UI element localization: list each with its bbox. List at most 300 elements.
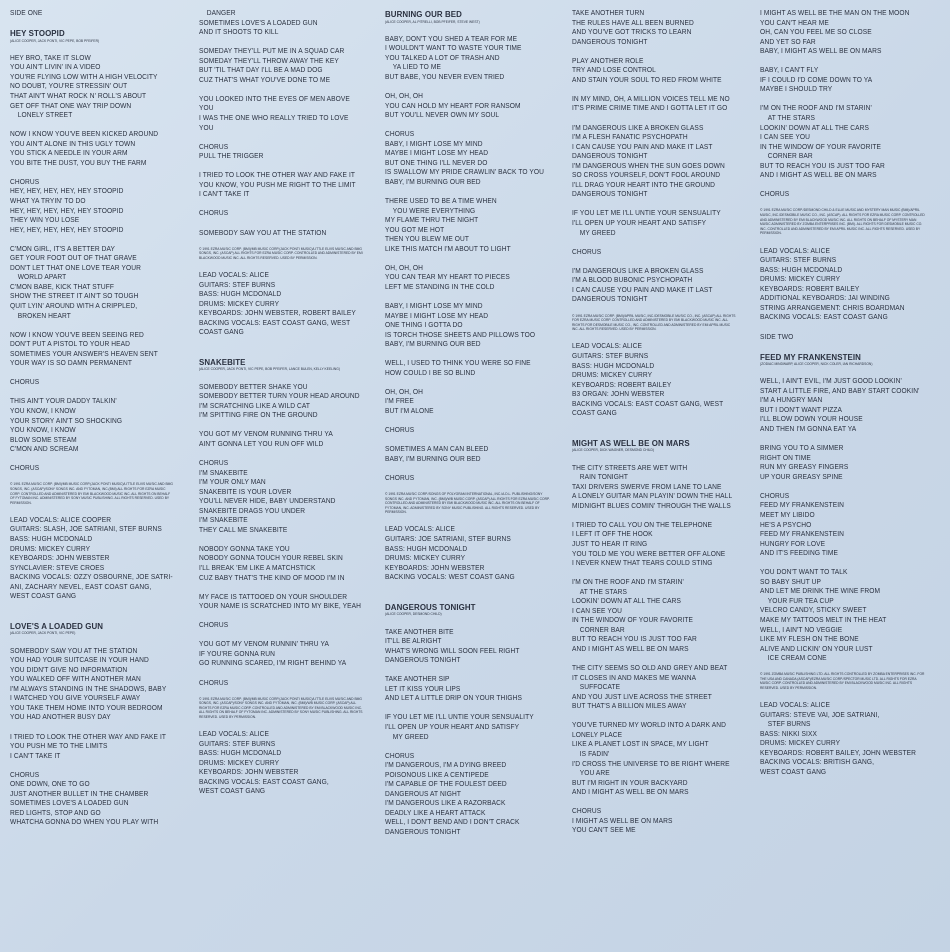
lyric-line: YOU'LL NEVER HIDE, BABY UNDERSTAND (199, 496, 336, 506)
lyric-line (572, 256, 738, 266)
lyric-line: C'MON GIRL, IT'S A BETTER DAY (10, 243, 116, 253)
lyric-line: YOU HAD ANOTHER BUSY DAY (10, 712, 111, 722)
lyric-line: I CAN'T TAKE IT (10, 750, 61, 760)
lyric-line: BASS: HUGH MCDONALD (10, 534, 93, 543)
lyric-line: THE RULES HAVE ALL BEEN BURNED (572, 17, 694, 27)
lyric-line: BUT TO REACH YOU IS JUST TOO FAR (572, 634, 697, 644)
lyric-line: I'M FREE (385, 396, 414, 406)
lyric-line (199, 37, 365, 47)
lyric-line: THEY CALL ME SNAKEBITE (199, 524, 288, 534)
lyric-line: I MIGHT AS WELL BE ON MARS (572, 815, 673, 825)
lyric-line: I'M DANGEROUS WHEN THE SUN GOES DOWN (572, 160, 725, 170)
lyric-line: AND LET A LITTLE DRIP ON YOUR THIGHS (385, 693, 522, 703)
lyric-line: WHATCHA GONNA DO WHEN YOU PLAY WITH (10, 817, 159, 827)
lyric-line (760, 341, 926, 351)
lyric-line: BABY, I'M BURNING OUR BED (385, 453, 481, 463)
lyric-line (760, 236, 926, 246)
credit-text: © 1991 EZRA MUSIC CORP./DESMOND CHILD & ELLIE MUSIC AND MYSTERY MAN MUSIC (BMI)/APRIL MUSIC, INC./DESMOBILE MUSIC CO., INC. (ASCAP). ALL RIGHTS FOR EZRA MUSIC CORP. CONTROLLED AND ADMINISTERED BY EMI BLACKWOOD MUSIC INC. ALL RIGHTS ON BEHALF OF MYSTERY MAN MUSIC ADMINISTERED BY ZOMBA ENTERPRISES INC. (BMI). ALL RIGHTS FOR DESMOBILE MUSIC CO. INC. CONTROLLED AND ADMINISTERED BY EMI APRIL MUSIC INC. ALL RIGHTS RESERVED. USED BY PERMISSION. (760, 208, 926, 236)
lyric-line: BABY, I'M BURNING OUR BED (385, 339, 481, 349)
lyric-line: GUITARS: STEF BURNS (760, 255, 837, 265)
lyric-line (760, 663, 926, 673)
lyric-line (199, 237, 365, 247)
lyric-line (760, 180, 926, 190)
lyric-line: ONE THING I GOTTA DO (385, 320, 463, 330)
chorus-label: CHORUS (199, 457, 229, 467)
lyric-line: AND THEN I'M GONNA EAT YA (760, 424, 857, 434)
lyric-line: CORNER BAR (760, 151, 813, 161)
lyric-line: KEYBOARDS: JOHN WEBSTER, ROBERT BAILEY (199, 308, 356, 318)
lyric-line: I'M SPITTING FIRE ON THE GROUND (199, 410, 318, 420)
lyric-line: SHOW THE STREET IT AIN'T SO TOUGH (10, 291, 139, 301)
lyric-line: LEAD VOCALS: ALICE (385, 524, 456, 534)
lyric-line: HEY, HEY, HEY, HEY, HEY STOOPID (10, 224, 124, 234)
side-label: SIDE ONE (10, 8, 43, 17)
lyric-line: LIKE THIS MATCH I'M ABOUT TO LIGHT (385, 243, 511, 253)
lyric-line (385, 291, 551, 301)
lyric-line: I'LL BREAK 'EM LIKE A MATCHSTICK (199, 563, 316, 572)
lyric-line: GO RUNNING SCARED, I'M RIGHT BEHIND YA (199, 658, 347, 668)
lyric-line: KEYBOARDS: ROBERT BAILEY (572, 379, 672, 389)
lyric-line: DANGER (199, 8, 236, 17)
lyric-line: AND YET SO FAR (760, 36, 816, 46)
lyric-line: WELL, I AIN'T NO VEGGIE (760, 624, 843, 634)
lyric-line: IS TORCH THOSE SHEETS AND PILLOWS TOO (385, 329, 536, 339)
lyric-line: BUT THAT'S A BILLION MILES AWAY (572, 701, 687, 711)
lyric-line: I'M YOUR ONLY MAN (199, 477, 266, 487)
lyric-line: BASS: HUGH MCDONALD (199, 748, 282, 758)
lyric-line (10, 387, 176, 397)
lyric-line: I'M A HUNGRY MAN (760, 395, 823, 405)
lyric-line: MAYBE I MIGHT LOSE MY HEAD (385, 148, 489, 158)
lyric-line: NO DOUBT, YOU'RE STRESSIN' OUT (10, 81, 128, 91)
lyric-line: MIDNIGHT BLUES COMIN' THROUGH THE WALLS (572, 500, 731, 510)
chorus-label: CHORUS (199, 208, 229, 218)
lyric-line: CUZ BABY THAT'S THE KIND OF MOOD I'M IN (199, 572, 345, 582)
chorus-label: CHORUS (10, 176, 40, 186)
lyric-line: BABY, I MIGHT LOSE MY MIND (385, 301, 483, 310)
lyric-line: YA LIED TO ME (385, 62, 441, 72)
lyric-line: YOUR WAY IS SO DAMN PERMANENT (10, 358, 132, 368)
side-label: SIDE TWO (760, 331, 794, 341)
lyric-line (10, 760, 176, 770)
lyric-line: DANGEROUS TONIGHT (572, 36, 648, 46)
lyric-line: YOU DIDN'T GIVE NO INFORMATION (10, 664, 128, 674)
lyric-line: AND YOU'VE GOT TRICKS TO LEARN (572, 27, 692, 37)
lyric-line: JUST ANOTHER BULLET IN THE CHAMBER (10, 788, 149, 798)
lyric-line: TAXI DRIVERS SWERVE FROM LANE TO LANE (572, 481, 722, 491)
lyric-line: I'M SCRATCHING LIKE A WILD CAT (199, 400, 311, 410)
lyric-line: AIN'T GONNA LET YOU RUN OFF WILD (199, 438, 324, 448)
lyric-line: GET YOUR FOOT OUT OF THAT GRAVE (10, 253, 137, 263)
lyric-line (385, 582, 551, 592)
credit-text: (ALICE COOPER, JACK PONTI, VIC PEPE) (10, 631, 76, 636)
lyric-line (199, 687, 365, 697)
song-title: BURNING OUR BED (385, 9, 462, 19)
lyric-line: IF YOU LET ME I'LL UNTIE YOUR SENSUALITY (385, 712, 534, 722)
lyric-line: STEF BURNS (760, 719, 811, 729)
credit-text: (ALICE COOPER, AL PITRELLI, BOB PFEIFER, STEVE WEST) (385, 19, 480, 24)
credit-text: (ALICE COOPER, JACK PONTI, VIC PEPE, BOB PFEIFER, LANCE BULEN, KELLY KEELING) (199, 367, 340, 372)
lyric-line: GUITARS: SLASH, JOE SATRIANI, STEF BURNS (10, 524, 162, 534)
lyric-line: C'MON BABE, KICK THAT STUFF (10, 281, 115, 291)
credit-text: © 1991 ZOMBA MUSIC PUBLISHING LTD. ALL RIGHTS CONTROLLED BY ZOMBA ENTERPRISES INC. FOR THE USA AND CANADA (ASCAP)/EZRA MUSIC CORP./SPECTOR MUSIC LTD. ALL RIGHTS FOR EZRA MUSIC CORP. CONTROLLED AND ADMINISTERED BY EMI BLACKWOOD MUSIC INC. ALL RIGHTS RESERVED. USED BY PERMISSION. (760, 672, 926, 691)
lyric-line: I'D CROSS THE UNIVERSE TO BE RIGHT WHERE (572, 758, 730, 768)
chorus-label: CHORUS (199, 141, 229, 151)
lyric-line: AND STAIN YOUR SOUL TO RED FROM WHITE (572, 74, 722, 84)
lyric-line: I'M CAPABLE OF THE FOULEST DEED (385, 779, 507, 789)
lyric-line: YOU KNOW, I KNOW (10, 425, 76, 435)
lyric-line: I'M ON THE ROOF AND I'M STARIN' (760, 103, 872, 113)
lyric-line: I'M ON THE ROOF AND I'M STARIN' (572, 577, 684, 587)
chorus-label: CHORUS (385, 750, 415, 760)
lyric-line: YOU KNOW, YOU PUSH ME RIGHT TO THE LIMIT (199, 179, 356, 189)
lyric-line (199, 630, 365, 640)
lyric-line: BUT I'M RIGHT IN YOUR BACKYARD (572, 777, 688, 787)
lyric-line: YOU CAN'T HEAR ME (760, 17, 829, 27)
credit-text: © 1991 EZRA MUSIC CORP. (BMI)/MB MUSIC CORP.(JACK PONTI MUSIC)/LITTLE ELVIS MUSIC AND BMG SONGS, INC. (ASCAP) ALL RIGHTS FOR EZRA MUSIC CORP. CONTROLLED AND ADMINISTERED BY EMI BLACKWOOD MUSIC INC. ALL RIGHTS RESERVED. USED BY PERMISSION. (199, 246, 364, 260)
lyric-line (199, 668, 365, 678)
lyric-line (10, 120, 176, 130)
lyric-line: SOMEBODY BETTER SHAKE YOU (199, 381, 308, 391)
lyric-line: I'LL OPEN UP YOUR HEART AND SATISFY (572, 218, 707, 228)
lyric-line: LEAD VOCALS: ALICE (760, 700, 831, 710)
lyric-line: STRING ARRANGEMENT: CHRIS BOARDMAN (760, 302, 905, 312)
lyric-line: HEY, HEY, HEY, HEY, HEY STOOPID (10, 205, 124, 215)
lyric-line: I'LL BLOW DOWN YOUR HOUSE (760, 414, 863, 424)
lyric-line: THEY WIN YOU LOSE (10, 215, 80, 225)
lyric-line: YOU STICK A NEEDLE IN YOUR ARM (10, 148, 128, 158)
lyric-line: I MIGHT AS WELL BE THE MAN ON THE MOON (760, 8, 910, 17)
lyric-line: BABY, DON'T YOU SHED A TEAR FOR ME (385, 33, 518, 43)
lyric-line (760, 481, 926, 491)
credit-text: © 1991 EZRA MUSIC CORP. (BMI)/MB MUSIC CORP.(JACK PONTI MUSIC)/LITTLE ELVIS MUSIC AND BMG SONGS, INC. (ASCAP)/SONY SONGS INC. AND FYTOMAN, INC. (BMI)/WB MUSIC CORP. (ASCAP) ALL RIGHTS FOR EZRA MUSIC CORP. CONTROLLED AND ADMINISTERED BY EMI BLACKWOOD MUSIC INC. ALL RIGHTS ON BEHALF OF FYTOMAN INC. ADMINISTERED BY SONY MUSIC PUBLISHING. ALL RIGHTS RESERVED. USED BY PERMISSION. (199, 696, 364, 720)
lyric-line: COAST GANG (572, 408, 617, 418)
lyric-line: I'M DANGEROUS LIKE A BROKEN GLASS (572, 265, 704, 275)
lyric-line: BRING YOU TO A SIMMER (760, 443, 844, 453)
lyric-line: DANGEROUS TONIGHT (385, 827, 461, 836)
lyric-line: DRUMS: MICKEY CURRY (572, 370, 653, 380)
lyric-line (385, 591, 551, 601)
chorus-label: CHORUS (385, 472, 415, 482)
chorus-label: CHORUS (760, 490, 790, 500)
lyric-line (199, 420, 365, 430)
lyric-line: YOU HAD YOUR SUITCASE IN YOUR HAND (10, 655, 149, 665)
lyric-line: YOU CAN'T SEE ME (572, 825, 636, 835)
lyric-line (10, 505, 176, 515)
lyric-line: BACKING VOCALS: BRITISH GANG, (760, 757, 875, 767)
lyric-line (572, 113, 738, 123)
lyric-line (199, 84, 365, 94)
lyric-line: MEET MY LIBIDO (760, 509, 815, 519)
lyric-line: IT'S PRIME CRIME TIME AND I GOTTA LET IT GO (572, 103, 728, 113)
lyric-line: ICE CREAM CONE (760, 653, 827, 663)
chorus-label: CHORUS (572, 246, 602, 256)
lyric-line: I'M DANGEROUS LIKE A BROKEN GLASS (572, 122, 704, 132)
lyric-line (760, 367, 926, 377)
lyric-line: THE CITY STREETS ARE WET WITH (572, 462, 688, 472)
lyric-line: I'LL OPEN UP YOUR HEART AND SATISFY (385, 721, 520, 731)
lyric-line (385, 24, 551, 34)
lyric-line (385, 515, 551, 525)
lyric-line: NOW I KNOW YOU'VE BEEN SEEING RED (10, 329, 144, 339)
lyric-line: DANGEROUS AT NIGHT (385, 788, 462, 798)
lyric-line: ALIVE AND LICKIN' ON YOUR LUST (760, 643, 873, 653)
lyric-line (572, 568, 738, 578)
lyric-line: YOU GOT MY VENOM RUNNIN' THRU YA (199, 639, 329, 649)
lyric-line: I TRIED TO LOOK THE OTHER WAY AND FAKE IT (199, 170, 356, 180)
lyric-line: BUT 'TIL THAT DAY I'LL BE A MAD DOG (199, 65, 323, 75)
lyric-line: IF I COULD I'D COME DOWN TO YA (760, 74, 873, 84)
lyric-line: YOUR STORY AIN'T SO SHOCKING (10, 415, 123, 425)
lyric-line: THAT AIN'T WHAT ROCK N' ROLL'S ABOUT (10, 90, 147, 100)
lyric-line: IF YOU LET ME I'LL UNTIE YOUR SENSUALITY (572, 208, 721, 218)
credit-text: (ALICE COOPER, DESMOND CHILD) (385, 612, 442, 617)
lyric-line: IF YOU'RE GONNA RUN (199, 648, 276, 658)
lyric-line (572, 654, 738, 664)
lyric-line (385, 463, 551, 473)
lyric-line: YOU LOOKED INTO THE EYES OF MEN ABOVE YOU (199, 93, 352, 113)
lyric-line: YOU'RE FLYING LOW WITH A HIGH VELOCITY (10, 71, 158, 81)
lyric-line: YOU AIN'T ALONE IN THIS UGLY TOWN (10, 138, 136, 148)
lyric-line: RIGHT ON TIME (760, 452, 811, 462)
lyric-line: POISONOUS LIKE A CENTIPEDE (385, 769, 489, 779)
lyric-line (572, 797, 738, 807)
lyric-line: BACKING VOCALS: EAST COAST GANG, WEST (199, 317, 351, 327)
lyric-line (385, 617, 551, 627)
lyric-line (385, 81, 551, 91)
lyric-line: AND I MIGHT AS WELL BE ON MARS (572, 643, 689, 653)
credit-text: © 1991 EZRA MUSIC CORP. (BMI)/MB MUSIC CORP.(JACK PONTI MUSIC)/LITTLE ELVIS MUSIC AND BMG SONGS, INC. (ASCAP)/SONY SONGS INC. AND FYTOMAN, INC.(BMI) ALL RIGHTS FOR EZRA MUSIC CORP. CONTROLLED AND ADMINISTERED BY EMI BLACKWOOD MUSIC INC. ALL RIGHTS ON BEHALF OF FYTOMAN INC. ADMINISTERED BY SONY MUSIC PUBLISHING. ALL RIGHTS RESERVED. USED BY PERMISSION. (10, 482, 174, 505)
song-title: MIGHT AS WELL BE ON MARS (572, 437, 690, 448)
lyric-line: WELL, I DON'T BEND AND I DON'T CRACK (385, 817, 520, 827)
lyric-line: B3 ORGAN: JOHN WEBSTER (572, 389, 665, 399)
lyric-line: I'M A FLESH FANATIC PSYCHOPATH (572, 132, 688, 142)
lyric-line (199, 534, 365, 544)
lyric-line: SOMEBODY SAW YOU AT THE STATION (10, 645, 138, 655)
lyric-line: MAKE MY TATTOOS MELT IN THE HEAT (760, 614, 887, 624)
lyric-line (572, 199, 738, 209)
lyric-line: DANGEROUS TONIGHT (572, 189, 648, 199)
lyric-line (10, 167, 176, 177)
lyric-line (760, 322, 926, 332)
lyric-line: DRUMS: MICKEY CURRY (199, 298, 280, 308)
lyric-line: YOUR NAME IS SCRATCHED INTO MY BIKE, YEAH (199, 601, 362, 611)
lyric-line: KEYBOARDS: JOHN WEBSTER (10, 553, 110, 563)
lyric-line: OH, CAN YOU FEEL ME SO CLOSE (760, 27, 872, 37)
lyric-line: BACKING VOCALS: EAST COAST GANG, WEST (572, 398, 724, 408)
lyric-line: I CAN CAUSE YOU PAIN AND MAKE IT LAST (572, 284, 713, 294)
lyric-line (10, 454, 176, 464)
lyric-line: MY FACE IS TATTOOED ON YOUR SHOULDER (199, 591, 348, 601)
lyric-line: DEADLY LIKE A HEART ATTACK (385, 807, 486, 817)
chorus-label: CHORUS (10, 463, 40, 473)
lyric-line: MAYBE I SHOULD TRY (760, 84, 833, 94)
lyric-line: WHAT YA TRYIN' TO DO (10, 195, 86, 205)
lyric-line: YOUR FUR TEA CUP (760, 595, 834, 605)
lyric-line: DRUMS: MICKEY CURRY (760, 274, 841, 284)
lyric-line: LOOKIN' DOWN AT ALL THE CARS (760, 122, 870, 132)
lyric-line: HEY, HEY, HEY, HEY, HEY STOOPID (10, 186, 124, 196)
lyric-line: HE'S A PSYCHO (760, 519, 812, 529)
lyric-line: AND LET ME DRINK THE WINE FROM (760, 586, 881, 596)
lyric-line: BABY, I'M BURNING OUR BED (385, 176, 481, 186)
lyric-line (572, 711, 738, 721)
chorus-label: CHORUS (10, 769, 40, 779)
credit-text: © 1991 EZRA MUSIC CORP. (BMI)/APRIL MUSIC, INC./DESMOBILE MUSIC CO., INC. (ASCAP) ALL RIGHTS FOR EZRA MUSIC CORP. CONTROLLED AND ADMINISTERED BY EMI BLACKWOOD MUSIC INC. ALL RIGHTS FOR DESMOBILE MUSIC CO., INC. CONTROLLED AND ADMINISTERED BY EMI APRIL MUSIC INC. ALL RIGHTS RESERVED. USED BY PERMISSION. (572, 313, 737, 332)
chorus-label: CHORUS (385, 129, 415, 139)
lyric-line: I TRIED TO CALL YOU ON THE TELEPHONE (572, 519, 713, 529)
lyric-line: BACKING VOCALS: EAST COAST GANG, (199, 776, 329, 786)
lyric-line: LONELY STREET (10, 110, 73, 120)
lyric-line: FEED MY FRANKENSTEIN (760, 529, 845, 539)
lyric-line: BASS: HUGH MCDONALD (385, 543, 468, 553)
lyric-line (199, 132, 365, 142)
lyric-line (10, 234, 176, 244)
lyric-line (10, 320, 176, 330)
lyric-line: VELCRO CANDY, STICKY SWEET (760, 605, 867, 615)
lyric-line: YOU PUSH ME TO THE LIMITS (10, 741, 108, 751)
lyric-line: DRUMS: MICKEY CURRY (199, 757, 280, 767)
lyric-line (199, 218, 365, 228)
lyric-line: SOMETIMES LOVE'S A LOADED GUN (10, 798, 129, 808)
lyric-line: SYNCLAVIER: STEVE CROES (10, 562, 105, 572)
lyric-line: MAYBE I MIGHT LOSE MY HEAD (385, 310, 489, 320)
lyric-line (199, 372, 365, 382)
lyric-line: TAKE ANOTHER SIP (385, 674, 450, 684)
lyric-line: AND YOU JUST LIVE ACROSS THE STREET (572, 691, 712, 701)
lyric-line: BASS: HUGH MCDONALD (572, 360, 655, 370)
song-title: HEY STOOPID (10, 28, 65, 39)
lyric-line: SOMETIMES LOVE'S A LOADED GUN (199, 17, 318, 27)
lyric-line: C'MON AND SCREAM (10, 444, 79, 454)
lyric-line: YOU WALKED OFF WITH ANOTHER MAN (10, 674, 141, 684)
lyric-line: LET IT KISS YOUR LIPS (385, 683, 461, 693)
lyric-line: YOU DON'T WANT TO TALK (760, 567, 848, 577)
lyric-line (760, 56, 926, 66)
lyric-line (10, 43, 176, 53)
lyric-line: I TRIED TO LOOK THE OTHER WAY AND FAKE IT (10, 731, 167, 741)
lyric-line: IT CLOSES IN AND MAKES ME WANNA (572, 672, 697, 682)
lyric-line (10, 368, 176, 378)
lyric-line (760, 691, 926, 701)
lyric-line: FEED MY FRANKENSTEIN (760, 500, 845, 510)
lyric-line (199, 161, 365, 171)
lyric-line: WEST COAST GANG (199, 786, 266, 796)
lyric-line: LIKE A PLANET LOST IN SPACE, MY LIGHT (572, 739, 709, 749)
lyric-line: BACKING VOCALS: WEST COAST GANG (385, 572, 515, 582)
lyric-line: BLOW SOME STEAM (10, 434, 77, 444)
lyric-line: OH, OH, OH (385, 262, 424, 272)
lyric-line (385, 482, 551, 492)
lyric-line: NOBODY GONNA TAKE YOU (199, 543, 290, 553)
lyric-line: TAKE ANOTHER BITE (385, 626, 454, 636)
credit-text: (ALICE COOPER, DICK WAGNER, DESMOND CHILD) (572, 448, 654, 453)
lyric-line: YOU TALKED A LOT OF TRASH AND (385, 52, 500, 62)
lyric-line (760, 94, 926, 104)
lyric-line: BUT TO REACH YOU IS JUST TOO FAR (760, 160, 885, 170)
lyric-line: I'M ALWAYS STANDING IN THE SHADOWS, BABY (10, 683, 167, 693)
lyric-line: I'M DANGEROUS LIKE A RAZORBACK (385, 798, 506, 808)
lyric-line: KEYBOARDS: ROBERT BAILEY (760, 283, 860, 293)
lyric-line: SOMEDAY THEY'LL THROW AWAY THE KEY (199, 55, 339, 65)
lyric-line: BASS: HUGH MCDONALD (199, 289, 282, 299)
lyric-line (199, 582, 365, 592)
lyric-line: BUT ONE THING I'LL NEVER DO (385, 157, 488, 167)
lyric-line: PULL THE TRIGGER (199, 151, 264, 161)
lyric-line: ANI, ZACHARY NEVEL, EAST COAST GANG, (10, 581, 152, 591)
lyric-line: SNAKEBITE DRAGS YOU UNDER (199, 505, 306, 515)
lyric-line: SUFFOCATE (572, 682, 621, 692)
chorus-label: CHORUS (572, 806, 602, 816)
lyric-line: JUST TO HEAR IT RING (572, 538, 648, 548)
lyric-line: GUITARS: STEF BURNS (572, 350, 649, 360)
lyric-line (199, 611, 365, 621)
lyric-line: WEST COAST GANG (10, 591, 77, 601)
chorus-label: CHORUS (760, 189, 790, 199)
song-title: LOVE'S A LOADED GUN (10, 620, 104, 631)
lyric-line: PLAY ANOTHER ROLE (572, 55, 644, 65)
lyric-line: YOU WERE EVERYTHING (385, 205, 476, 215)
chorus-label: CHORUS (199, 677, 229, 687)
credit-text: (ZODIAC MINDWARP, ALICE COOPER, NICK COLER, IAN RICHARDSON) (760, 362, 873, 367)
lyric-line: BASS: HUGH MCDONALD (760, 264, 843, 274)
lyric-line: HOW COULD I BE SO BLIND (385, 367, 476, 377)
lyric-line (199, 346, 365, 356)
lyric-line: I'LL DRAG YOUR HEART INTO THE GROUND (572, 179, 715, 189)
lyric-line: YOU BITE THE DUST, YOU BUY THE FARM (10, 157, 147, 167)
lyric-line (760, 199, 926, 209)
lyric-line: DANGEROUS TONIGHT (572, 294, 648, 304)
lyric-line (10, 473, 176, 483)
lyric-line: DANGEROUS TONIGHT (572, 151, 648, 161)
lyric-line (760, 558, 926, 568)
lyric-line: BACKING VOCALS: EAST COAST GANG (760, 312, 888, 322)
lyric-line: YOU'VE TURNED MY WORLD INTO A DARK AND (572, 720, 726, 730)
lyric-line: YOU CAN HOLD MY HEART FOR RANSOM (385, 100, 521, 110)
lyric-line: MY GREED (572, 227, 616, 237)
lyric-line: IN THE WINDOW OF YOUR FAVORITE (572, 615, 694, 625)
lyric-line (385, 665, 551, 675)
lyric-line: AND I MIGHT AS WELL BE ON MARS (760, 170, 877, 180)
lyric-line: I WATCHED YOU GIVE YOURSELF AWAY (10, 693, 141, 703)
lyric-line: BABY, I MIGHT AS WELL BE ON MARS (760, 46, 882, 56)
lyric-line: IS SWALLOW MY PRIDE CRAWLIN' BACK TO YOU (385, 167, 545, 177)
credit-text: (ALICE COOPER, JACK PONTI, VIC PEPE, BOB PFEIFER) (10, 38, 100, 43)
lyric-line (385, 741, 551, 751)
lyric-line: THIS AIN'T YOUR DADDY TALKIN' (10, 396, 117, 406)
lyric-line: YOU AIN'T LIVIN' IN A VIDEO (10, 62, 101, 72)
lyric-line: AND I MIGHT AS WELL BE ON MARS (572, 787, 689, 797)
lyric-line: HUNGRY FOR LOVE (760, 538, 826, 548)
lyric-line (572, 510, 738, 520)
lyric-line: NOW I KNOW YOU'VE BEEN KICKED AROUND (10, 129, 159, 139)
lyric-line: SOMEBODY BETTER TURN YOUR HEAD AROUND (199, 391, 360, 401)
lyric-line: BUT BABE, YOU NEVER EVEN TRIED (385, 71, 505, 81)
lyric-line: GUITARS: STEVE VAI, JOE SATRIANI, (760, 709, 880, 719)
lyric-line: NOBODY GONNA TOUCH YOUR REBEL SKIN (199, 553, 343, 563)
lyric-line (572, 427, 738, 437)
lyric-line: KEYBOARDS: ROBERT BAILEY, JOHN WEBSTER (760, 747, 916, 757)
lyric-line: ADDITIONAL KEYBOARDS: JAI WINDING (760, 293, 890, 303)
lyric-line: RAIN TONIGHT (572, 472, 628, 482)
lyric-line (572, 304, 738, 314)
lyric-line: UP YOUR GREASY SPINE (760, 471, 843, 481)
chorus-label: CHORUS (10, 377, 40, 387)
lyric-line: YOU GOT ME HOT (385, 224, 445, 234)
song-title: DANGEROUS TONIGHT (385, 601, 476, 612)
lyric-line (10, 18, 176, 28)
column-5 (760, 8, 926, 777)
